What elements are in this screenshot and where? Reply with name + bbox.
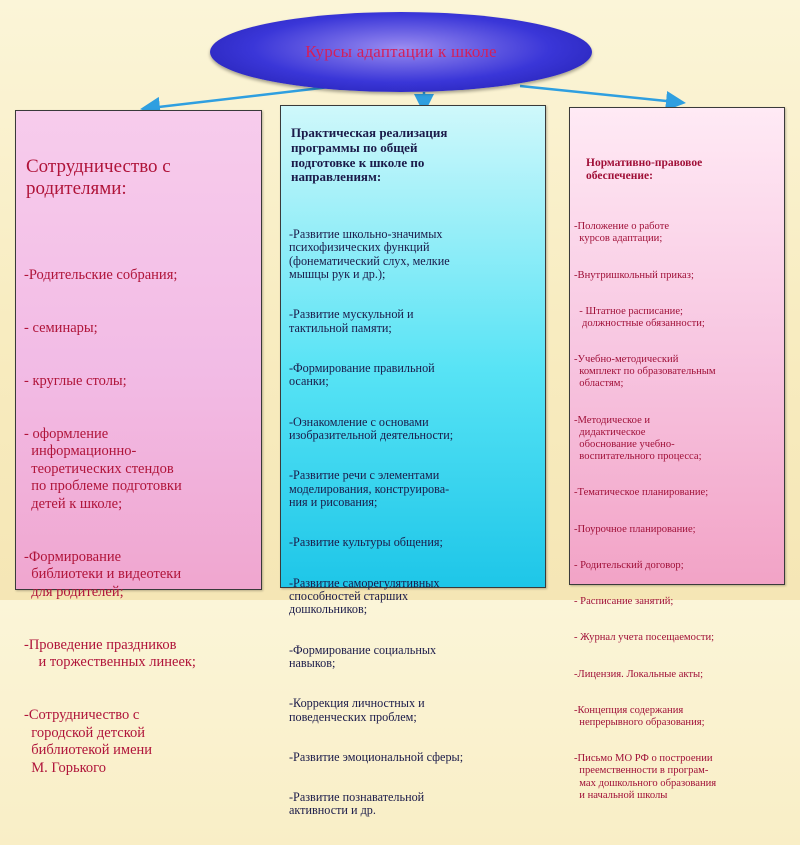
list-item: -Письмо МО РФ о построении преемственности в програм- мах дошкольного образования и начальной школы <box>574 753 717 801</box>
list-item: -Развитие мускульной и тактильной памяти; <box>289 307 414 335</box>
diagram-title: Курсы адаптации к школе <box>305 42 497 61</box>
program-implementation-heading: Практическая реализация программы по общей подготовке к школе по направлениям: <box>291 125 448 185</box>
list-item: -Методическое и дидактическое обоснование учебно- воспитательного процесса; <box>574 414 702 462</box>
list-item: - семинары; <box>24 319 98 336</box>
list-item: - круглые столы; <box>24 372 127 389</box>
list-item: -Внутришкольный приказ; <box>574 269 694 281</box>
list-item: - Расписание занятий; <box>574 596 674 608</box>
list-item: -Развитие культуры общения; <box>289 535 443 550</box>
header-ellipse <box>210 12 592 92</box>
regulatory-support-heading: Нормативно-правовое обеспечение: <box>586 157 703 182</box>
program-implementation-list <box>289 201 539 845</box>
list-item: -Проведение праздников и торжественных линеек; <box>24 636 196 671</box>
list-item: - Журнал учета посещаемости; <box>574 632 715 644</box>
list-item: -Развитие эмоциональной сферы; <box>289 749 464 764</box>
list-item: - Родительский договор; <box>574 559 684 571</box>
list-item: -Положение о работе курсов адаптации; <box>574 221 670 245</box>
list-item: -Формирование правильной осанки; <box>289 361 435 389</box>
parents-cooperation-box <box>15 110 262 776</box>
list-item: -Концепция содержания непрерывного образования; <box>574 704 705 729</box>
list-item: -Сотрудничество с городской детской библиотекой имени М. Горького <box>24 707 153 776</box>
list-item: -Родительские собрания; <box>24 267 178 284</box>
arrow-to-right-box <box>520 86 676 102</box>
program-implementation-box <box>280 105 546 818</box>
list-item: -Ознакомление с основами изобразительной деятельности; <box>289 414 454 443</box>
list-item: -Лицензия. Локальные акты; <box>574 668 704 680</box>
list-item: - Штатное расписание; должностные обязанности; <box>579 305 705 329</box>
list-item: -Тематическое планирование; <box>574 487 709 499</box>
parents-cooperation-heading: Сотрудничество с родителями: <box>26 156 171 199</box>
regulatory-support-list <box>574 197 780 826</box>
list-item: -Коррекция личностных и поведенческих проблем; <box>289 696 425 724</box>
regulatory-support-box <box>569 107 785 801</box>
list-item: -Развитие школьно-значимых психофизических функций (фонематический слух, мелкие мышцы рук и др.); <box>289 227 450 282</box>
list-item: -Развитие саморегулятивных способностей старших дошкольников; <box>289 575 440 617</box>
list-item: -Поурочное планирование; <box>574 523 696 535</box>
list-item: -Формирование социальных навыков; <box>289 642 437 670</box>
list-item: -Учебно-методический комплект по образовательным областям; <box>574 354 716 390</box>
list-item: -Развитие речи с элементами моделирования, конструирова- ния и рисования; <box>289 468 450 510</box>
parents-cooperation-list <box>24 232 261 813</box>
list-item: - оформление информационно- теоретических стендов по проблеме подготовки детей к школе; <box>24 425 182 512</box>
list-item: -Развитие познавательной активности и др. <box>289 790 425 818</box>
list-item: -Формирование библиотеки и видеотеки для родителей; <box>24 548 182 600</box>
